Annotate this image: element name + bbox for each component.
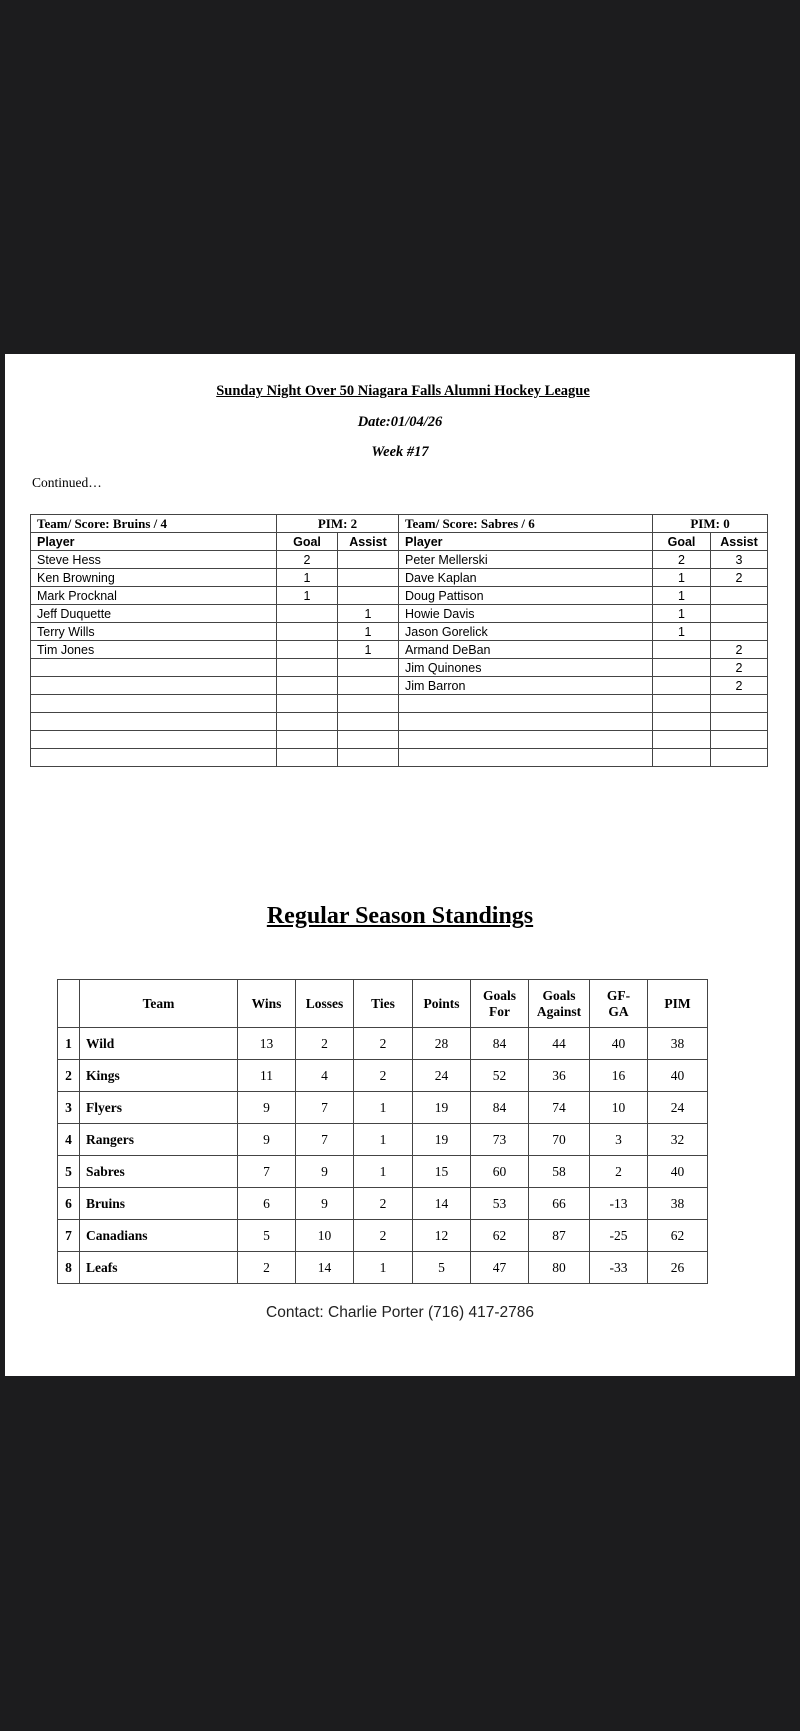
right-player-cell: Dave Kaplan	[399, 569, 653, 587]
left-goals-cell: 1	[277, 587, 338, 605]
right-goal-header: Goal	[653, 533, 711, 551]
standings-row	[58, 1028, 708, 1060]
right-player-cell	[399, 695, 653, 713]
standings-row	[58, 1220, 708, 1252]
player-row	[31, 749, 768, 767]
losses-cell: 10	[296, 1220, 354, 1252]
points-cell: 14	[413, 1188, 471, 1220]
right-assist-header: Assist	[711, 533, 768, 551]
right-player-cell: Peter Mellerski	[399, 551, 653, 569]
losses-cell: 9	[296, 1156, 354, 1188]
left-player-cell	[31, 659, 277, 677]
left-team-score: Team/ Score: Bruins / 4	[31, 515, 277, 533]
goals-against-header-line1: Goals	[542, 987, 576, 1003]
goals-for-header-line1: Goals	[482, 987, 516, 1003]
team-name-cell: Sabres	[80, 1156, 238, 1188]
ties-cell: 2	[354, 1028, 413, 1060]
wins-cell: 6	[238, 1188, 296, 1220]
wins-cell: 5	[238, 1220, 296, 1252]
ties-cell: 2	[354, 1060, 413, 1092]
goal-diff-cell: 3	[590, 1124, 648, 1156]
points-cell: 5	[413, 1252, 471, 1284]
player-row	[31, 659, 768, 677]
standings-table	[57, 979, 708, 1284]
wins-header: Wins	[238, 980, 296, 1028]
team-name-cell: Wild	[80, 1028, 238, 1060]
losses-cell: 7	[296, 1124, 354, 1156]
right-goals-cell: 1	[653, 623, 711, 641]
rank-cell: 6	[58, 1188, 80, 1220]
goal-diff-cell: 40	[590, 1028, 648, 1060]
wins-cell: 7	[238, 1156, 296, 1188]
goals-against-cell: 66	[529, 1188, 590, 1220]
goals-against-cell: 44	[529, 1028, 590, 1060]
ties-cell: 1	[354, 1252, 413, 1284]
right-player-cell	[399, 749, 653, 767]
left-team-pim: PIM: 2	[277, 515, 399, 533]
left-assists-cell: 1	[338, 641, 399, 659]
right-player-cell: Doug Pattison	[399, 587, 653, 605]
goals-against-cell: 36	[529, 1060, 590, 1092]
right-team-pim: PIM: 0	[653, 515, 768, 533]
pim-cell: 32	[648, 1124, 708, 1156]
goals-for-cell: 73	[471, 1124, 529, 1156]
pim-cell: 40	[648, 1156, 708, 1188]
pim-cell: 24	[648, 1092, 708, 1124]
left-assists-cell: 1	[338, 623, 399, 641]
goals-against-header-line2: Against	[536, 1003, 582, 1019]
left-assists-cell	[338, 731, 399, 749]
goal-diff-cell: -33	[590, 1252, 648, 1284]
right-assists-cell	[711, 731, 768, 749]
ties-cell: 1	[354, 1156, 413, 1188]
goal-diff-cell: -25	[590, 1220, 648, 1252]
wins-cell: 9	[238, 1124, 296, 1156]
team-score-row	[31, 515, 768, 533]
goal-diff-cell: 2	[590, 1156, 648, 1188]
goal-diff-cell: -13	[590, 1188, 648, 1220]
left-assists-cell	[338, 713, 399, 731]
goal-diff-cell: 16	[590, 1060, 648, 1092]
player-row	[31, 713, 768, 731]
goals-for-cell: 84	[471, 1092, 529, 1124]
left-player-cell: Terry Wills	[31, 623, 277, 641]
left-assists-cell	[338, 695, 399, 713]
standings-row	[58, 1156, 708, 1188]
left-player-cell: Tim Jones	[31, 641, 277, 659]
left-assists-cell	[338, 587, 399, 605]
team-header: Team	[80, 980, 238, 1028]
left-player-cell: Mark Procknal	[31, 587, 277, 605]
goals-against-cell: 80	[529, 1252, 590, 1284]
points-cell: 28	[413, 1028, 471, 1060]
right-assists-cell	[711, 623, 768, 641]
left-goals-cell	[277, 749, 338, 767]
left-player-cell	[31, 695, 277, 713]
left-goals-cell	[277, 641, 338, 659]
right-player-cell: Jim Quinones	[399, 659, 653, 677]
team-name-cell: Rangers	[80, 1124, 238, 1156]
league-title: Sunday Night Over 50 Niagara Falls Alumni Hockey League	[216, 383, 590, 399]
document-page	[5, 354, 795, 1376]
left-goal-header: Goal	[277, 533, 338, 551]
left-goals-cell	[277, 659, 338, 677]
left-assists-cell	[338, 659, 399, 677]
right-assists-cell	[711, 605, 768, 623]
right-team-score: Team/ Score: Sabres / 6	[399, 515, 653, 533]
wins-cell: 9	[238, 1092, 296, 1124]
rank-cell: 2	[58, 1060, 80, 1092]
goals-for-header	[471, 980, 529, 1028]
left-goals-cell	[277, 623, 338, 641]
points-cell: 19	[413, 1124, 471, 1156]
points-cell: 15	[413, 1156, 471, 1188]
right-assists-cell	[711, 695, 768, 713]
continued-note: Continued…	[32, 475, 102, 490]
ties-header: Ties	[354, 980, 413, 1028]
left-player-cell	[31, 749, 277, 767]
points-cell: 24	[413, 1060, 471, 1092]
right-player-cell	[399, 713, 653, 731]
left-goals-cell	[277, 605, 338, 623]
player-row	[31, 623, 768, 641]
left-assists-cell	[338, 749, 399, 767]
team-name-cell: Canadians	[80, 1220, 238, 1252]
team-name-cell: Bruins	[80, 1188, 238, 1220]
right-goals-cell	[653, 641, 711, 659]
goal-diff-header	[590, 980, 648, 1028]
goals-for-header-line2: For	[489, 1003, 510, 1019]
pim-cell: 40	[648, 1060, 708, 1092]
player-row	[31, 605, 768, 623]
right-goals-cell: 1	[653, 587, 711, 605]
rank-cell: 1	[58, 1028, 80, 1060]
left-goals-cell	[277, 695, 338, 713]
left-assist-header: Assist	[338, 533, 399, 551]
points-header: Points	[413, 980, 471, 1028]
right-goals-cell	[653, 713, 711, 731]
ties-cell: 2	[354, 1188, 413, 1220]
left-goals-cell	[277, 677, 338, 695]
pim-cell: 38	[648, 1028, 708, 1060]
rank-cell: 7	[58, 1220, 80, 1252]
right-goals-cell	[653, 695, 711, 713]
right-player-cell: Jim Barron	[399, 677, 653, 695]
goals-against-cell: 58	[529, 1156, 590, 1188]
goals-against-cell: 87	[529, 1220, 590, 1252]
right-player-cell: Howie Davis	[399, 605, 653, 623]
pim-cell: 38	[648, 1188, 708, 1220]
right-assists-cell	[711, 713, 768, 731]
goals-for-cell: 52	[471, 1060, 529, 1092]
player-row	[31, 677, 768, 695]
right-goals-cell: 1	[653, 605, 711, 623]
rank-cell: 8	[58, 1252, 80, 1284]
left-player-cell	[31, 677, 277, 695]
ties-cell: 1	[354, 1092, 413, 1124]
left-goals-cell: 1	[277, 569, 338, 587]
rank-cell: 4	[58, 1124, 80, 1156]
left-assists-cell: 1	[338, 605, 399, 623]
right-assists-cell: 2	[711, 659, 768, 677]
standings-header-row	[58, 980, 708, 1028]
losses-cell: 9	[296, 1188, 354, 1220]
right-player-cell: Jason Gorelick	[399, 623, 653, 641]
losses-cell: 14	[296, 1252, 354, 1284]
standings-row	[58, 1124, 708, 1156]
right-goals-cell: 2	[653, 551, 711, 569]
goal-diff-header-line1: GF-	[606, 987, 631, 1003]
left-goals-cell	[277, 713, 338, 731]
left-player-cell	[31, 731, 277, 749]
team-name-cell: Flyers	[80, 1092, 238, 1124]
team-name-cell: Kings	[80, 1060, 238, 1092]
standings-row	[58, 1252, 708, 1284]
column-header-row	[31, 533, 768, 551]
points-cell: 12	[413, 1220, 471, 1252]
game-date: Date:01/04/26	[357, 414, 443, 430]
pim-header: PIM	[648, 980, 708, 1028]
goals-for-cell: 62	[471, 1220, 529, 1252]
right-player-header: Player	[399, 533, 653, 551]
goal-diff-header-line2: GA	[608, 1003, 629, 1019]
goals-against-cell: 74	[529, 1092, 590, 1124]
week-number: Week #17	[371, 444, 429, 460]
goals-against-cell: 70	[529, 1124, 590, 1156]
right-assists-cell	[711, 749, 768, 767]
player-row	[31, 587, 768, 605]
rank-cell: 5	[58, 1156, 80, 1188]
goals-against-header	[529, 980, 590, 1028]
left-player-cell: Steve Hess	[31, 551, 277, 569]
right-goals-cell	[653, 749, 711, 767]
ties-cell: 1	[354, 1124, 413, 1156]
goals-for-cell: 53	[471, 1188, 529, 1220]
right-goals-cell	[653, 659, 711, 677]
right-goals-cell	[653, 677, 711, 695]
goals-for-cell: 47	[471, 1252, 529, 1284]
right-goals-cell	[653, 731, 711, 749]
right-player-cell	[399, 731, 653, 749]
left-player-cell: Jeff Duquette	[31, 605, 277, 623]
goals-for-cell: 84	[471, 1028, 529, 1060]
wins-cell: 11	[238, 1060, 296, 1092]
right-assists-cell: 2	[711, 641, 768, 659]
game-scoresheet	[30, 514, 768, 767]
contact-info: Contact: Charlie Porter (716) 417-2786	[266, 1304, 534, 1321]
losses-cell: 7	[296, 1092, 354, 1124]
standings-title: Regular Season Standings	[266, 903, 534, 929]
goals-for-cell: 60	[471, 1156, 529, 1188]
right-assists-cell: 3	[711, 551, 768, 569]
pim-cell: 62	[648, 1220, 708, 1252]
losses-cell: 2	[296, 1028, 354, 1060]
ties-cell: 2	[354, 1220, 413, 1252]
points-cell: 19	[413, 1092, 471, 1124]
right-goals-cell: 1	[653, 569, 711, 587]
left-goals-cell: 2	[277, 551, 338, 569]
losses-header: Losses	[296, 980, 354, 1028]
left-player-header: Player	[31, 533, 277, 551]
standings-row	[58, 1188, 708, 1220]
player-row	[31, 569, 768, 587]
standings-row	[58, 1060, 708, 1092]
player-row	[31, 695, 768, 713]
player-row	[31, 641, 768, 659]
goal-diff-cell: 10	[590, 1092, 648, 1124]
right-assists-cell: 2	[711, 569, 768, 587]
left-assists-cell	[338, 677, 399, 695]
right-assists-cell	[711, 587, 768, 605]
left-assists-cell	[338, 569, 399, 587]
rank-header	[58, 980, 80, 1028]
losses-cell: 4	[296, 1060, 354, 1092]
player-row	[31, 731, 768, 749]
wins-cell: 2	[238, 1252, 296, 1284]
rank-cell: 3	[58, 1092, 80, 1124]
left-player-cell: Ken Browning	[31, 569, 277, 587]
wins-cell: 13	[238, 1028, 296, 1060]
team-name-cell: Leafs	[80, 1252, 238, 1284]
left-player-cell	[31, 713, 277, 731]
right-player-cell: Armand DeBan	[399, 641, 653, 659]
player-row	[31, 551, 768, 569]
pim-cell: 26	[648, 1252, 708, 1284]
left-assists-cell	[338, 551, 399, 569]
right-assists-cell: 2	[711, 677, 768, 695]
left-goals-cell	[277, 731, 338, 749]
standings-row	[58, 1092, 708, 1124]
